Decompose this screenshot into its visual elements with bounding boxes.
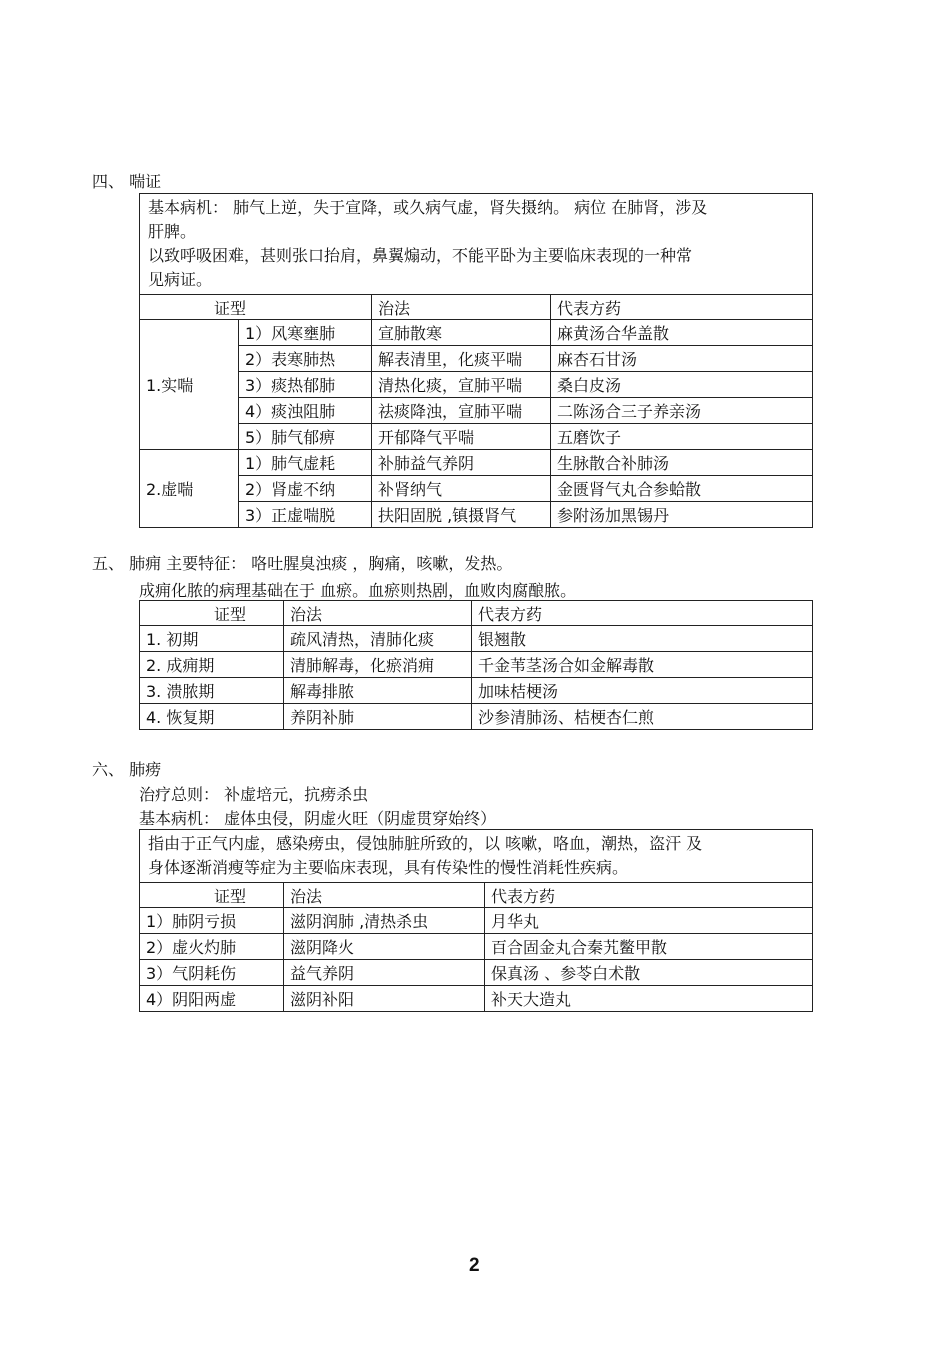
- section5-subtext: 成痈化脓的病理基础在于 血瘀。血瘀则热剧，血败肉腐酿脓。: [139, 581, 577, 600]
- page-number: 2: [469, 1255, 480, 1276]
- table-row: [140, 346, 813, 372]
- column-header: 代表方药: [472, 601, 813, 626]
- table-row: [140, 398, 813, 424]
- section6-table: [139, 829, 813, 1012]
- section6-intro: [140, 830, 813, 883]
- table-cell: 1）肺气虚耗: [239, 450, 372, 476]
- table-cell: 解毒排脓: [284, 678, 472, 704]
- table-cell: 滋阴降火: [284, 934, 485, 960]
- table-cell: 益气养阴: [284, 960, 485, 986]
- table-row: [140, 372, 813, 398]
- table-row: [140, 908, 813, 934]
- table-row: [140, 626, 813, 652]
- table-cell: 1）风寒壅肺: [239, 320, 372, 346]
- table-cell: 月华丸: [485, 908, 813, 934]
- table-cell: 麻黄汤合华盖散: [551, 320, 813, 346]
- table-cell: 银翘散: [472, 626, 813, 652]
- section4-intro-line: 肝脾。: [148, 222, 197, 241]
- section4-intro-line: 见病证。: [148, 270, 213, 289]
- column-header: 证型: [140, 295, 372, 320]
- table-cell: 麻杏石甘汤: [551, 346, 813, 372]
- table-cell: 桑白皮汤: [551, 372, 813, 398]
- section6-principle: 治疗总则： 补虚培元，抗痨杀虫: [139, 785, 369, 804]
- table-cell: 补肾纳气: [372, 476, 551, 502]
- table-row: [140, 320, 813, 346]
- table-row: [140, 960, 813, 986]
- section4-table: [139, 193, 813, 528]
- table-cell: 加味桔梗汤: [472, 678, 813, 704]
- table-cell: 2）肾虚不纳: [239, 476, 372, 502]
- section4-intro-line: 以致呼吸困难，甚则张口抬肩，鼻翼煽动，不能平卧为主要临床表现的一种常: [148, 246, 693, 265]
- table-cell: 宣肺散寒: [372, 320, 551, 346]
- table-cell: 2. 成痈期: [140, 652, 284, 678]
- table-row: [140, 450, 813, 476]
- table-cell: 4）阴阳两虚: [140, 986, 284, 1012]
- table-cell: 生脉散合补肺汤: [551, 450, 813, 476]
- section6-intro-line: 指由于正气内虚，感染痨虫，侵蚀肺脏所致的，以 咳嗽，咯血，潮热，盗汗 及: [148, 834, 703, 853]
- section4-heading: 四、 喘证: [92, 172, 162, 191]
- table-cell: 千金苇茎汤合如金解毒散: [472, 652, 813, 678]
- table-cell: 参附汤加黑锡丹: [551, 502, 813, 528]
- table-cell: 开郁降气平喘: [372, 424, 551, 450]
- table-cell: 3）气阴耗伤: [140, 960, 284, 986]
- table-cell: 4. 恢复期: [140, 704, 284, 730]
- section6-heading: 六、 肺痨: [92, 760, 162, 779]
- column-header: 证型: [140, 601, 284, 626]
- table-cell: 滋阴补阳: [284, 986, 485, 1012]
- table-cell: 疏风清热，清肺化痰: [284, 626, 472, 652]
- table-row: [140, 652, 813, 678]
- table-cell: 4）痰浊阻肺: [239, 398, 372, 424]
- section6-intro-line: 身体逐渐消瘦等症为主要临床表现，具有传染性的慢性消耗性疾病。: [148, 858, 629, 877]
- table-cell: 金匮肾气丸合参蛤散: [551, 476, 813, 502]
- table-cell: 滋阴润肺 ,清热杀虫: [284, 908, 485, 934]
- table-cell: 5）肺气郁痹: [239, 424, 372, 450]
- column-header: 代表方药: [485, 883, 813, 908]
- column-header: 治法: [284, 883, 485, 908]
- table-cell: 祛痰降浊，宣肺平喘: [372, 398, 551, 424]
- table-cell: 清肺解毒，化瘀消痈: [284, 652, 472, 678]
- section6-pathogenesis: 基本病机： 虚体虫侵，阴虚火旺（阴虚贯穿始终）: [139, 809, 497, 828]
- section5-table: [139, 600, 813, 730]
- section5-heading: 五、 肺痈 主要特征： 咯吐腥臭浊痰 ，胸痛，咳嗽，发热。: [92, 554, 513, 573]
- column-header: 治法: [372, 295, 551, 320]
- group-label: 2.虚喘: [140, 450, 239, 528]
- table-row: [140, 986, 813, 1012]
- table-cell: 养阴补肺: [284, 704, 472, 730]
- column-header: 代表方药: [551, 295, 813, 320]
- table-cell: 百合固金丸合秦艽鳖甲散: [485, 934, 813, 960]
- section4-intro: [140, 194, 813, 295]
- table-cell: 二陈汤合三子养亲汤: [551, 398, 813, 424]
- group-label: 1.实喘: [140, 320, 239, 450]
- table-cell: 2）表寒肺热: [239, 346, 372, 372]
- table-cell: 3. 溃脓期: [140, 678, 284, 704]
- table-cell: 3）正虚喘脱: [239, 502, 372, 528]
- table-cell: 1）肺阴亏损: [140, 908, 284, 934]
- table-cell: 补肺益气养阴: [372, 450, 551, 476]
- table-cell: 2）虚火灼肺: [140, 934, 284, 960]
- column-header: 证型: [140, 883, 284, 908]
- table-cell: 清热化痰，宣肺平喘: [372, 372, 551, 398]
- column-header: 治法: [284, 601, 472, 626]
- table-row: [140, 934, 813, 960]
- table-cell: 扶阳固脱 ,镇摄肾气: [372, 502, 551, 528]
- table-cell: 保真汤 、参苓白术散: [485, 960, 813, 986]
- table-row: [140, 678, 813, 704]
- table-cell: 3）痰热郁肺: [239, 372, 372, 398]
- table-row: [140, 476, 813, 502]
- section4-intro-line: 基本病机： 肺气上逆，失于宣降，或久病气虚，肾失摄纳。 病位 在肺肾，涉及: [148, 198, 708, 217]
- table-cell: 解表清里，化痰平喘: [372, 346, 551, 372]
- table-cell: 五磨饮子: [551, 424, 813, 450]
- table-row: [140, 704, 813, 730]
- table-cell: 补天大造丸: [485, 986, 813, 1012]
- table-cell: 1. 初期: [140, 626, 284, 652]
- table-row: [140, 502, 813, 528]
- table-cell: 沙参清肺汤、桔梗杏仁煎: [472, 704, 813, 730]
- table-row: [140, 424, 813, 450]
